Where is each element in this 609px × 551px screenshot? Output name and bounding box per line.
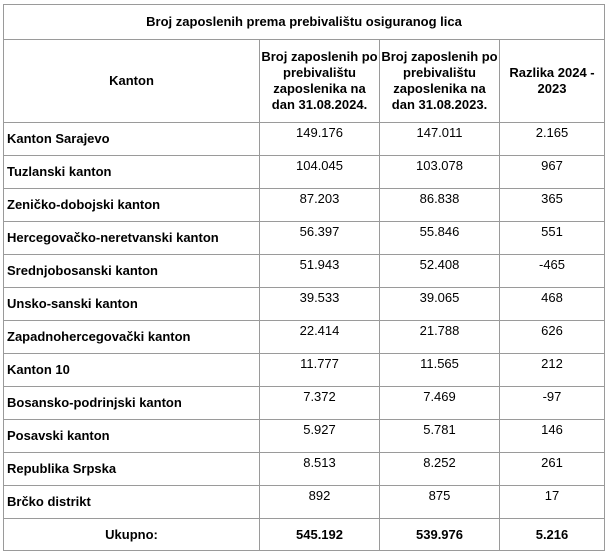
row-kanton-name: Republika Srpska xyxy=(4,453,260,486)
employment-table-container xyxy=(3,4,604,551)
row-kanton-name: Hercegovačko-neretvanski kanton xyxy=(4,222,260,255)
row-employed-2024: 892 xyxy=(260,486,380,519)
row-employed-2024: 87.203 xyxy=(260,189,380,222)
header-employed-2023: Broj zaposlenih po prebivalištu zaposlenika na dan 31.08.2023. xyxy=(380,40,500,123)
row-difference: 17 xyxy=(500,486,605,519)
row-kanton-name: Bosansko-podrinjski kanton xyxy=(4,387,260,420)
row-kanton-name: Kanton Sarajevo xyxy=(4,123,260,156)
table-row xyxy=(4,222,605,255)
total-2024: 545.192 xyxy=(260,519,380,551)
total-row xyxy=(4,519,605,551)
row-employed-2023: 103.078 xyxy=(380,156,500,189)
table-row xyxy=(4,486,605,519)
table-row xyxy=(4,123,605,156)
employment-table xyxy=(3,4,605,551)
row-difference: 261 xyxy=(500,453,605,486)
header-employed-2024: Broj zaposlenih po prebivalištu zaposlenika na dan 31.08.2024. xyxy=(260,40,380,123)
row-difference: -465 xyxy=(500,255,605,288)
row-employed-2023: 52.408 xyxy=(380,255,500,288)
header-difference: Razlika 2024 - 2023 xyxy=(500,40,605,123)
total-2023: 539.976 xyxy=(380,519,500,551)
row-kanton-name: Brčko distrikt xyxy=(4,486,260,519)
row-employed-2023: 8.252 xyxy=(380,453,500,486)
row-employed-2023: 147.011 xyxy=(380,123,500,156)
row-kanton-name: Posavski kanton xyxy=(4,420,260,453)
table-row xyxy=(4,288,605,321)
row-employed-2023: 7.469 xyxy=(380,387,500,420)
row-employed-2024: 51.943 xyxy=(260,255,380,288)
table-row xyxy=(4,420,605,453)
row-employed-2024: 5.927 xyxy=(260,420,380,453)
table-row xyxy=(4,321,605,354)
row-kanton-name: Zeničko-dobojski kanton xyxy=(4,189,260,222)
table-row xyxy=(4,387,605,420)
row-employed-2023: 55.846 xyxy=(380,222,500,255)
row-difference: 551 xyxy=(500,222,605,255)
row-employed-2023: 39.065 xyxy=(380,288,500,321)
total-label: Ukupno: xyxy=(4,519,260,551)
row-difference: 468 xyxy=(500,288,605,321)
row-employed-2023: 875 xyxy=(380,486,500,519)
row-employed-2024: 8.513 xyxy=(260,453,380,486)
row-employed-2024: 149.176 xyxy=(260,123,380,156)
row-difference: 2.165 xyxy=(500,123,605,156)
row-difference: 967 xyxy=(500,156,605,189)
row-employed-2024: 7.372 xyxy=(260,387,380,420)
total-difference: 5.216 xyxy=(500,519,605,551)
row-kanton-name: Srednjobosanski kanton xyxy=(4,255,260,288)
row-employed-2024: 22.414 xyxy=(260,321,380,354)
header-kanton: Kanton xyxy=(4,40,260,123)
table-row xyxy=(4,156,605,189)
row-difference: 146 xyxy=(500,420,605,453)
row-employed-2024: 39.533 xyxy=(260,288,380,321)
row-employed-2023: 21.788 xyxy=(380,321,500,354)
row-difference: 626 xyxy=(500,321,605,354)
table-title: Broj zaposlenih prema prebivalištu osiguranog lica xyxy=(4,5,605,40)
table-row xyxy=(4,255,605,288)
row-kanton-name: Tuzlanski kanton xyxy=(4,156,260,189)
row-kanton-name: Zapadnohercegovački kanton xyxy=(4,321,260,354)
row-employed-2023: 11.565 xyxy=(380,354,500,387)
table-row xyxy=(4,453,605,486)
row-employed-2024: 56.397 xyxy=(260,222,380,255)
table-row xyxy=(4,189,605,222)
row-kanton-name: Kanton 10 xyxy=(4,354,260,387)
row-difference: 365 xyxy=(500,189,605,222)
row-difference: -97 xyxy=(500,387,605,420)
row-employed-2023: 5.781 xyxy=(380,420,500,453)
row-difference: 212 xyxy=(500,354,605,387)
row-employed-2023: 86.838 xyxy=(380,189,500,222)
row-employed-2024: 104.045 xyxy=(260,156,380,189)
row-employed-2024: 11.777 xyxy=(260,354,380,387)
table-row xyxy=(4,354,605,387)
row-kanton-name: Unsko-sanski kanton xyxy=(4,288,260,321)
